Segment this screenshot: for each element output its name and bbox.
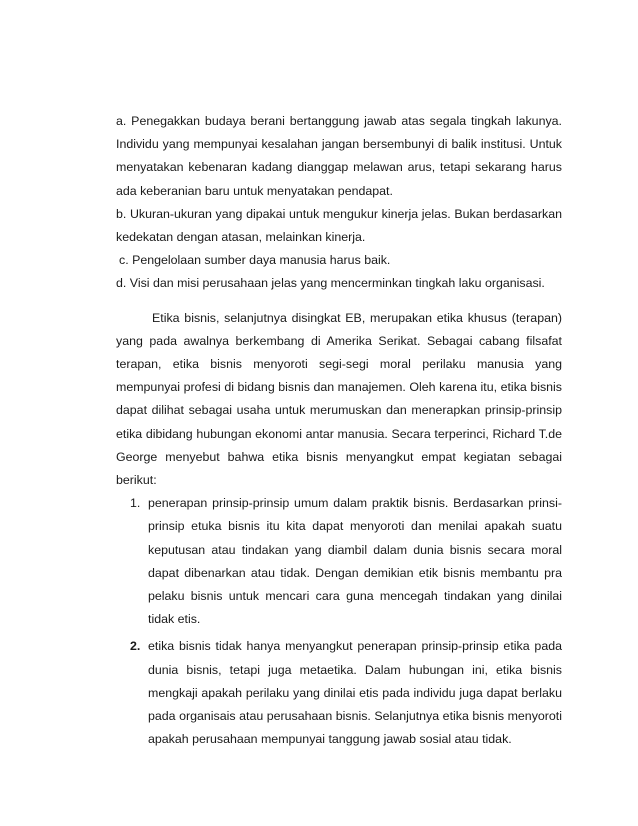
main-paragraph: Etika bisnis, selanjutnya disingkat EB, merupakan etika khusus (terapan) yang pada awalnya berkembang di Amerika Serikat. Sebagai cabang filsafat terapan, etika bisnis menyoroti segi-segi moral perilaku manusia yang mempunyai profesi di bidang bisnis dan manajemen. Oleh karena itu, etika bisnis dapat dilihat sebagai usaha untuk merumuskan dan menerapkan prinsip-prinsip etika dibidang hubungan ekonomi antar manusia. Secara terperinci, Richard T.de George menyebut bahwa etika bisnis menyangkut empat kegiatan sebagai berikut:	[116, 310, 562, 488]
list-number: 1.	[130, 496, 141, 511]
numbered-list-item	[116, 492, 562, 631]
list-number: 2.	[130, 639, 141, 654]
list-item-c: c. Pengelolaan sumber daya manusia harus baik.	[119, 253, 391, 268]
list-item-text: penerapan prinsip-prinsip umum dalam praktik bisnis. Berdasarkan prinsi-prinsip etuka bisnis itu kita dapat menyoroti dan menilai apakah suatu keputusan atau tindakan yang diambil dalam dunia bisnis secara moral dapat dibenarkan atau tidak. Dengan demikian etik bisnis membantu pra pelaku bisnis untuk mencari cara guna mencegah tindakan yang dinilai tidak etis.	[148, 496, 562, 627]
list-item-a: a. Penegakkan budaya berani bertanggung jawab atas segala tingkah lakunya. Individu yang mempunyai kesalahan jangan bersembunyi di balik institusi. Untuk menyatakan kebenaran kadang dianggap melawan arus, tetapi sekarang harus ada keberanian baru untuk menyatakan pendapat.	[116, 114, 562, 198]
page-content	[116, 110, 562, 751]
list-item-d: d. Visi dan misi perusahaan jelas yang mencerminkan tingkah laku organisasi.	[116, 276, 545, 291]
list-item-text: etika bisnis tidak hanya menyangkut penerapan prinsip-prinsip etika pada dunia bisnis, tetapi juga metaetika. Dalam hubungan ini, etika bisnis mengkaji apakah perilaku yang dinilai etis pada individu juga dapat berlaku pada organisais atau perusahaan bisnis. Selanjutnya etika bisnis menyoroti apakah perusahaan mempunyai tanggung jawab sosial atau tidak.	[148, 639, 562, 747]
numbered-list-item	[116, 635, 562, 751]
list-item-b: b. Ukuran-ukuran yang dipakai untuk mengukur kinerja jelas. Bukan berdasarkan kedekatan dengan atasan, melainkan kinerja.	[116, 206, 562, 245]
numbered-list	[116, 492, 562, 751]
